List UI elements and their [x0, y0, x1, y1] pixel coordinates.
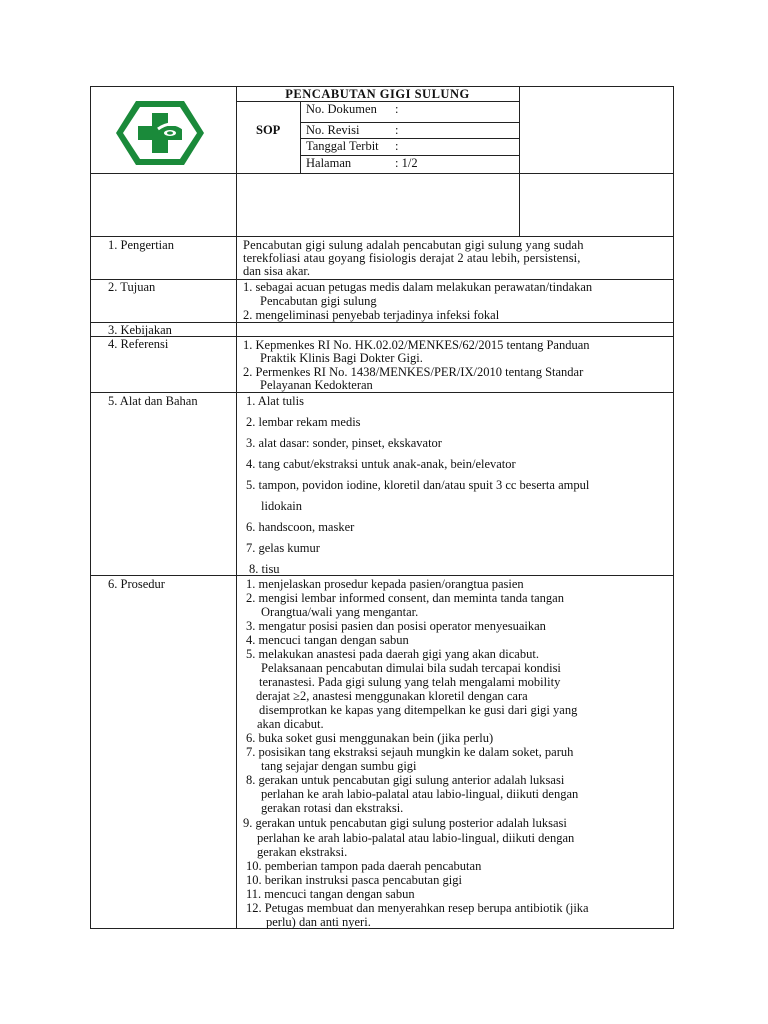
prosedur-line: 12. Petugas membuat dan menyerahkan resep berupa antibiotik (jika — [246, 901, 589, 915]
section-label-kebijakan: 3. Kebijakan — [108, 323, 172, 337]
section-label-alat: 5. Alat dan Bahan — [108, 394, 198, 408]
prosedur-line: gerakan ekstraksi. — [257, 845, 348, 859]
prosedur-line: perlu) dan anti nyeri. — [266, 915, 371, 929]
prosedur-line: 8. gerakan untuk pencabutan gigi sulung anterior adalah luksasi — [246, 773, 565, 787]
prosedur-line: 6. buka soket gusi menggunakan bein (jika perlu) — [246, 731, 494, 745]
referensi-line: 1. Kepmenkes RI No. HK.02.02/MENKES/62/2015 tentang Panduan — [243, 338, 590, 352]
referensi-line: Pelayanan Kedokteran — [260, 378, 373, 392]
field-value-halaman: : 1/2 — [395, 156, 418, 170]
prosedur-line: perlahan ke arah labio-palatal atau labio-lingual, diikuti dengan — [257, 831, 575, 845]
prosedur-line: 3. mengatur posisi pasien dan posisi operator menyesuaikan — [246, 619, 546, 633]
alat-item: 7. gelas kumur — [246, 541, 320, 555]
prosedur-line: 2. mengisi lembar informed consent, dan meminta tanda tangan — [246, 591, 564, 605]
alat-item: 1. Alat tulis — [246, 394, 304, 408]
section-label-referensi: 4. Referensi — [108, 337, 169, 351]
alat-item: 4. tang cabut/ekstraksi untuk anak-anak, bein/elevator — [246, 457, 516, 471]
pengertian-line: dan sisa akar. — [243, 264, 310, 278]
header-bottom-line — [90, 173, 674, 174]
prosedur-line: akan dicabut. — [257, 717, 324, 731]
prosedur-line: Orangtua/wali yang mengantar. — [261, 605, 419, 619]
prosedur-line: derajat ≥2, anastesi menggunakan kloretil dengan cara — [256, 689, 528, 703]
field-label-no-revisi: No. Revisi — [306, 123, 360, 137]
prosedur-line: gerakan rotasi dan ekstraksi. — [261, 801, 404, 815]
alat-item: 2. lembar rekam medis — [246, 415, 361, 429]
referensi-line: 2. Permenkes RI No. 1438/MENKES/PER/IX/2010 tentang Standar — [243, 365, 584, 379]
prosedur-line: 7. posisikan tang ekstraksi sejauh mungkin ke dalam soket, paruh — [246, 745, 574, 759]
prosedur-line: 4. mencuci tangan dengan sabun — [246, 633, 409, 647]
alat-item: 8. tisu — [249, 562, 280, 576]
prosedur-line: 9. gerakan untuk pencabutan gigi sulung posterior adalah luksasi — [243, 816, 567, 830]
field-label-no-dokumen: No. Dokumen — [306, 102, 377, 116]
prosedur-line: 5. melakukan anastesi pada daerah gigi yang akan dicabut. — [246, 647, 539, 661]
section-label-tujuan: 2. Tujuan — [108, 280, 156, 294]
pengertian-line: terekfoliasi atau goyang fisiologis derajat 2 atau lebih, persistensi, — [243, 251, 581, 265]
section-label-pengertian: 1. Pengertian — [108, 238, 174, 252]
field-value-no-revisi: : — [395, 123, 399, 137]
row-line-tujuan — [90, 322, 674, 323]
prosedur-line: tang sejajar dengan sumbu gigi — [261, 759, 417, 773]
prosedur-line: 11. mencuci tangan dengan sabun — [246, 887, 415, 901]
prosedur-line: perlahan ke arah labio-palatal atau labio-lingual, diikuti dengan — [261, 787, 579, 801]
tujuan-line: 1. sebagai acuan petugas medis dalam melakukan perawatan/tindakan — [243, 280, 593, 294]
tujuan-line: 2. mengeliminasi penyebab terjadinya infeksi fokal — [243, 308, 500, 322]
referensi-line: Praktik Klinis Bagi Dokter Gigi. — [260, 351, 423, 365]
row-line-kebijakan — [90, 336, 674, 337]
alat-item: lidokain — [261, 499, 302, 513]
prosedur-line: disemprotkan ke kapas yang ditempelkan ke gusi dari gigi yang — [259, 703, 578, 717]
field-label-tanggal-terbit: Tanggal Terbit — [306, 139, 379, 153]
row-line-referensi — [90, 392, 674, 393]
tujuan-line: Pencabutan gigi sulung — [260, 294, 377, 308]
document-title: PENCABUTAN GIGI SULUNG — [285, 87, 470, 101]
field-value-no-dokumen: : — [395, 102, 399, 116]
prosedur-line: 1. menjelaskan prosedur kepada pasien/orangtua pasien — [246, 577, 524, 591]
section-label-prosedur: 6. Prosedur — [108, 577, 165, 591]
field-value-tanggal-terbit: : — [395, 139, 399, 153]
prosedur-line: 10. pemberian tampon pada daerah pencabutan — [246, 859, 482, 873]
prosedur-line: 10. berikan instruksi pasca pencabutan gigi — [246, 873, 462, 887]
prosedur-line: teranastesi. Pada gigi sulung yang telah mengalami mobility — [259, 675, 561, 689]
column-divider-right-header — [519, 86, 520, 237]
prosedur-line: Pelaksanaan pencabutan dimulai bila sudah tercapai kondisi — [261, 661, 561, 675]
sop-label: SOP — [256, 123, 281, 137]
puskesmas-logo-icon — [114, 99, 206, 167]
title-underline — [236, 101, 519, 102]
row-line-alat — [90, 575, 674, 576]
alat-item: 6. handscoon, masker — [246, 520, 355, 534]
alat-item: 5. tampon, povidon iodine, kloretil dan/atau spuit 3 cc beserta ampul — [246, 478, 590, 492]
signature-row-bottom — [90, 236, 674, 237]
alat-item: 3. alat dasar: sonder, pinset, ekskavator — [246, 436, 442, 450]
pengertian-line: Pencabutan gigi sulung adalah pencabutan gigi sulung yang sudah — [243, 238, 584, 252]
field-label-halaman: Halaman — [306, 156, 352, 170]
column-divider-left — [236, 86, 237, 929]
column-divider-sop — [300, 101, 301, 173]
